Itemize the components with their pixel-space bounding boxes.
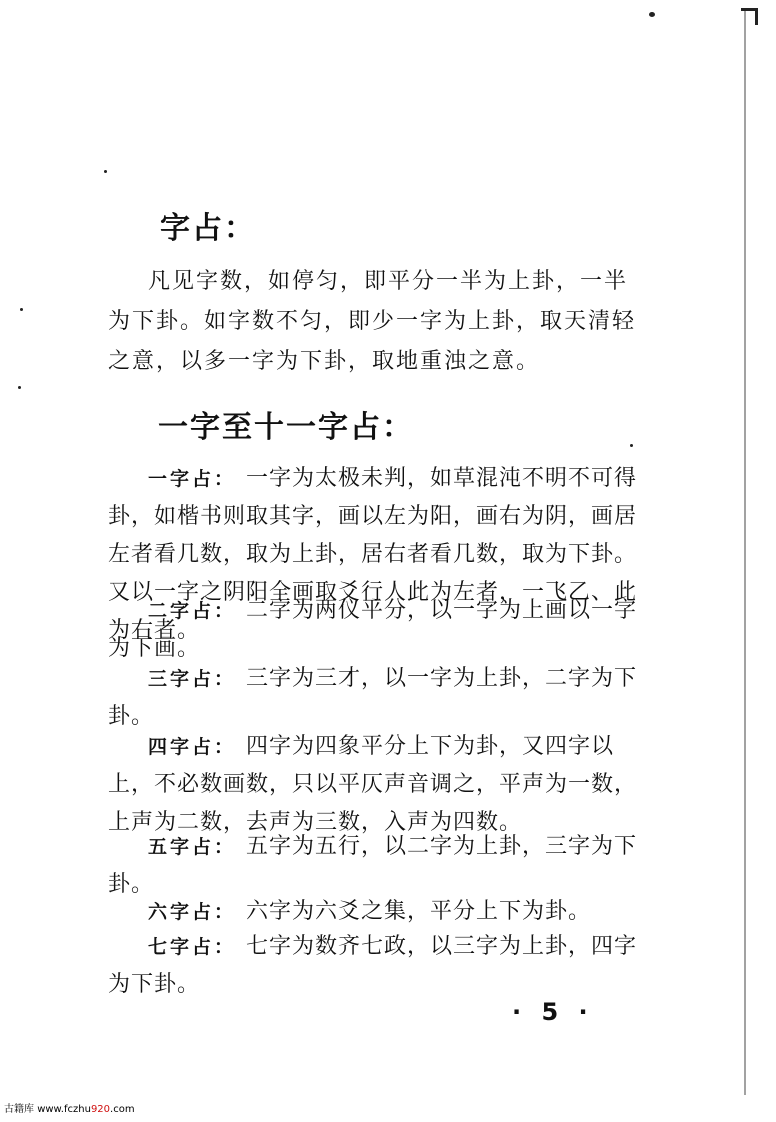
entry-text: 四字为四象平分上下为卦，又四字以上，不必数画数，只以平仄声音调之，平声为一数，上声为二数，去声为三数，入声为四数。: [108, 734, 638, 835]
entry-text: 五字为五行，以二字为上卦，三字为下卦。: [108, 834, 638, 897]
entry-label: 七字占：: [148, 936, 237, 958]
entry-label: 五字占：: [148, 836, 237, 858]
entry-text: 三字为三才，以一字为上卦，二字为下卦。: [108, 666, 638, 729]
footer-url-number: 920: [90, 1104, 111, 1115]
speck: [18, 386, 21, 389]
entry-text: 六字为六爻之集，平分上下为卦。: [246, 899, 592, 924]
entry-four-char: [108, 728, 638, 842]
entry-three-char: [108, 660, 638, 736]
entry-label: 二字占：: [148, 600, 237, 622]
intro-paragraph: 凡见字数，如停匀，即平分一半为上卦，一半为下卦。如字数不匀，即少一字为上卦，取天清轻之意，以多一字为下卦，取地重浊之意。: [108, 269, 637, 374]
speck: [649, 12, 655, 17]
speck: [630, 444, 633, 447]
entry-six-char: [108, 893, 638, 931]
entry-text: 七字为数齐七政，以三字为上卦，四字为下卦。: [108, 934, 638, 997]
footer-url-prefix: www.fczhu: [37, 1104, 91, 1115]
entry-seven-char: [108, 928, 638, 1004]
entry-text: 二字为两仪平分，以一字为上画以一字为下画。: [108, 598, 638, 661]
page-number: · 5 ·: [512, 998, 594, 1026]
entry-label: 三字占：: [148, 668, 237, 690]
entry-text: 一字为太极未判，如草混沌不明不可得卦，如楷书则取其字，画以左为阳，画右为阴，画居左者看几数，取为上卦，居右者看几数，取为下卦。又以一字之阴阳全画取爻行人此为左者，一飞乙、此为右者。: [108, 466, 638, 643]
footer-url-suffix: .com: [110, 1104, 135, 1115]
page-edge-line: [744, 10, 746, 1095]
footer-site-name: 古籍库: [4, 1104, 34, 1115]
entry-two-char: [108, 592, 638, 668]
speck: [104, 170, 107, 173]
speck: [20, 308, 23, 311]
section-heading-zizhan: 字占：: [160, 211, 256, 246]
footer-watermark[interactable]: [4, 1100, 135, 1115]
entry-label: 四字占：: [148, 736, 237, 758]
page-corner-mark: [741, 8, 758, 25]
section-heading-one-to-eleven: 一字至十一字占：: [158, 410, 414, 445]
entry-label: 一字占：: [148, 468, 237, 490]
entry-label: 六字占：: [148, 901, 237, 923]
